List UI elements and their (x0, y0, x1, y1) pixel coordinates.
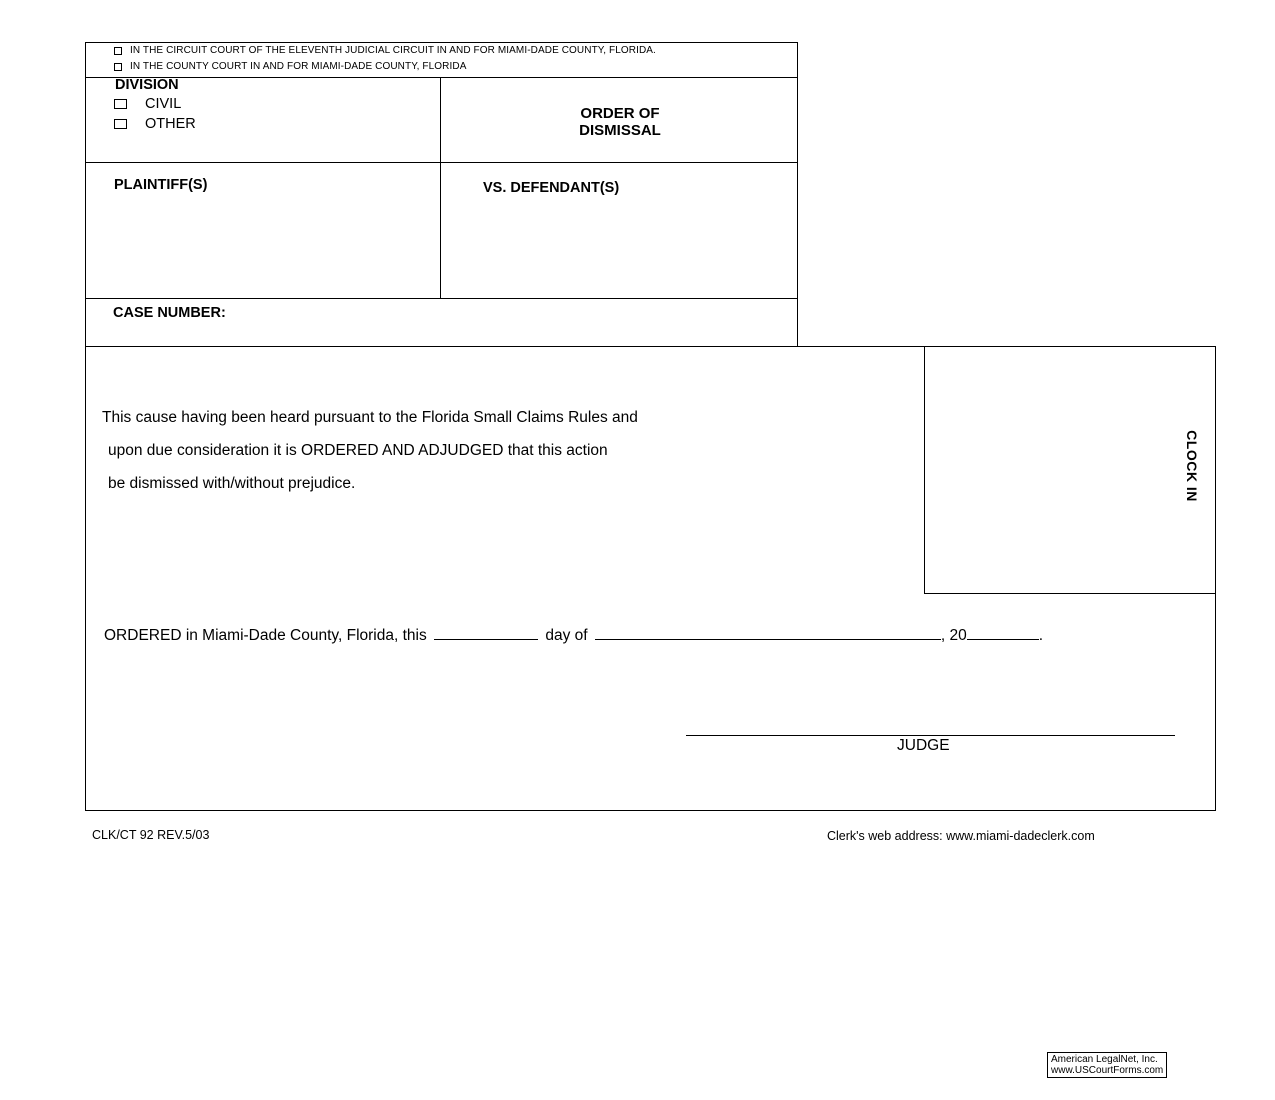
year-field[interactable] (967, 625, 1039, 640)
publisher-badge (1047, 1052, 1167, 1078)
court-option-circuit[interactable] (114, 45, 656, 56)
form-number: CLK/CT 92 REV.5/03 (92, 828, 210, 842)
border-bottom (85, 810, 1216, 811)
divider-court-header (85, 77, 798, 78)
divider-middle (440, 77, 441, 299)
division-option-other[interactable] (114, 116, 196, 132)
plaintiff-field[interactable] (100, 200, 430, 290)
clock-in-stamp-area (925, 347, 1215, 593)
division-option-other-label: OTHER (145, 116, 196, 132)
clock-in-label: CLOCK IN (1184, 430, 1200, 502)
publisher-name: American LegalNet, Inc. (1051, 1054, 1158, 1065)
judge-label: JUDGE (897, 737, 950, 754)
border-left (85, 42, 86, 811)
order-body-line3: be dismissed with/without prejudice. (108, 475, 356, 492)
ordered-suffix: . (1038, 627, 1044, 644)
ordered-line (104, 625, 1043, 645)
day-field[interactable] (434, 625, 538, 640)
border-right-bottom (1215, 346, 1216, 811)
clock-in-box-bottom (924, 593, 1216, 594)
division-option-civil[interactable] (114, 96, 181, 112)
order-body-line2: upon due consideration it is ORDERED AND ADJUDGED that this action (108, 442, 608, 459)
checkbox-civil[interactable] (114, 99, 127, 109)
border-top (85, 42, 798, 43)
case-number-label: CASE NUMBER: (113, 305, 226, 321)
checkbox-circuit-court[interactable] (114, 47, 122, 55)
checkbox-county-court[interactable] (114, 63, 122, 71)
court-option-county[interactable] (114, 61, 466, 72)
order-body-line1: This cause having been heard pursuant to the Florida Small Claims Rules and (102, 409, 638, 426)
court-option-county-label: IN THE COUNTY COURT IN AND FOR MIAMI-DADE COUNTY, FLORIDA (130, 61, 467, 72)
border-right-top (797, 42, 798, 346)
defendant-field[interactable] (455, 205, 785, 290)
form-title-line1: ORDER OF (580, 105, 660, 122)
checkbox-other[interactable] (114, 119, 127, 129)
plaintiff-label: PLAINTIFF(S) (114, 177, 208, 193)
division-option-civil-label: CIVIL (145, 96, 182, 112)
divider-parties-row (85, 298, 798, 299)
ordered-prefix: ORDERED in Miami-Dade County, Florida, this (104, 627, 427, 644)
defendant-label: VS. DEFENDANT(S) (483, 180, 620, 196)
case-number-field[interactable] (270, 303, 780, 327)
judge-signature-line[interactable] (686, 735, 1175, 736)
division-label: DIVISION (115, 77, 179, 93)
clerk-web-address: Clerk's web address: www.miami-dadeclerk.com (827, 829, 1095, 843)
court-option-circuit-label: IN THE CIRCUIT COURT OF THE ELEVENTH JUDICIAL CIRCUIT IN AND FOR MIAMI-DADE COUNTY, FLORIDA. (130, 45, 656, 56)
ordered-middle: day of (545, 627, 588, 644)
month-field[interactable] (595, 625, 941, 640)
form-title (545, 105, 695, 139)
form-title-line2: DISMISSAL (579, 122, 661, 139)
year-prefix: , 20 (940, 627, 967, 644)
divider-division-row (85, 162, 798, 163)
publisher-url: www.USCourtForms.com (1051, 1065, 1164, 1076)
